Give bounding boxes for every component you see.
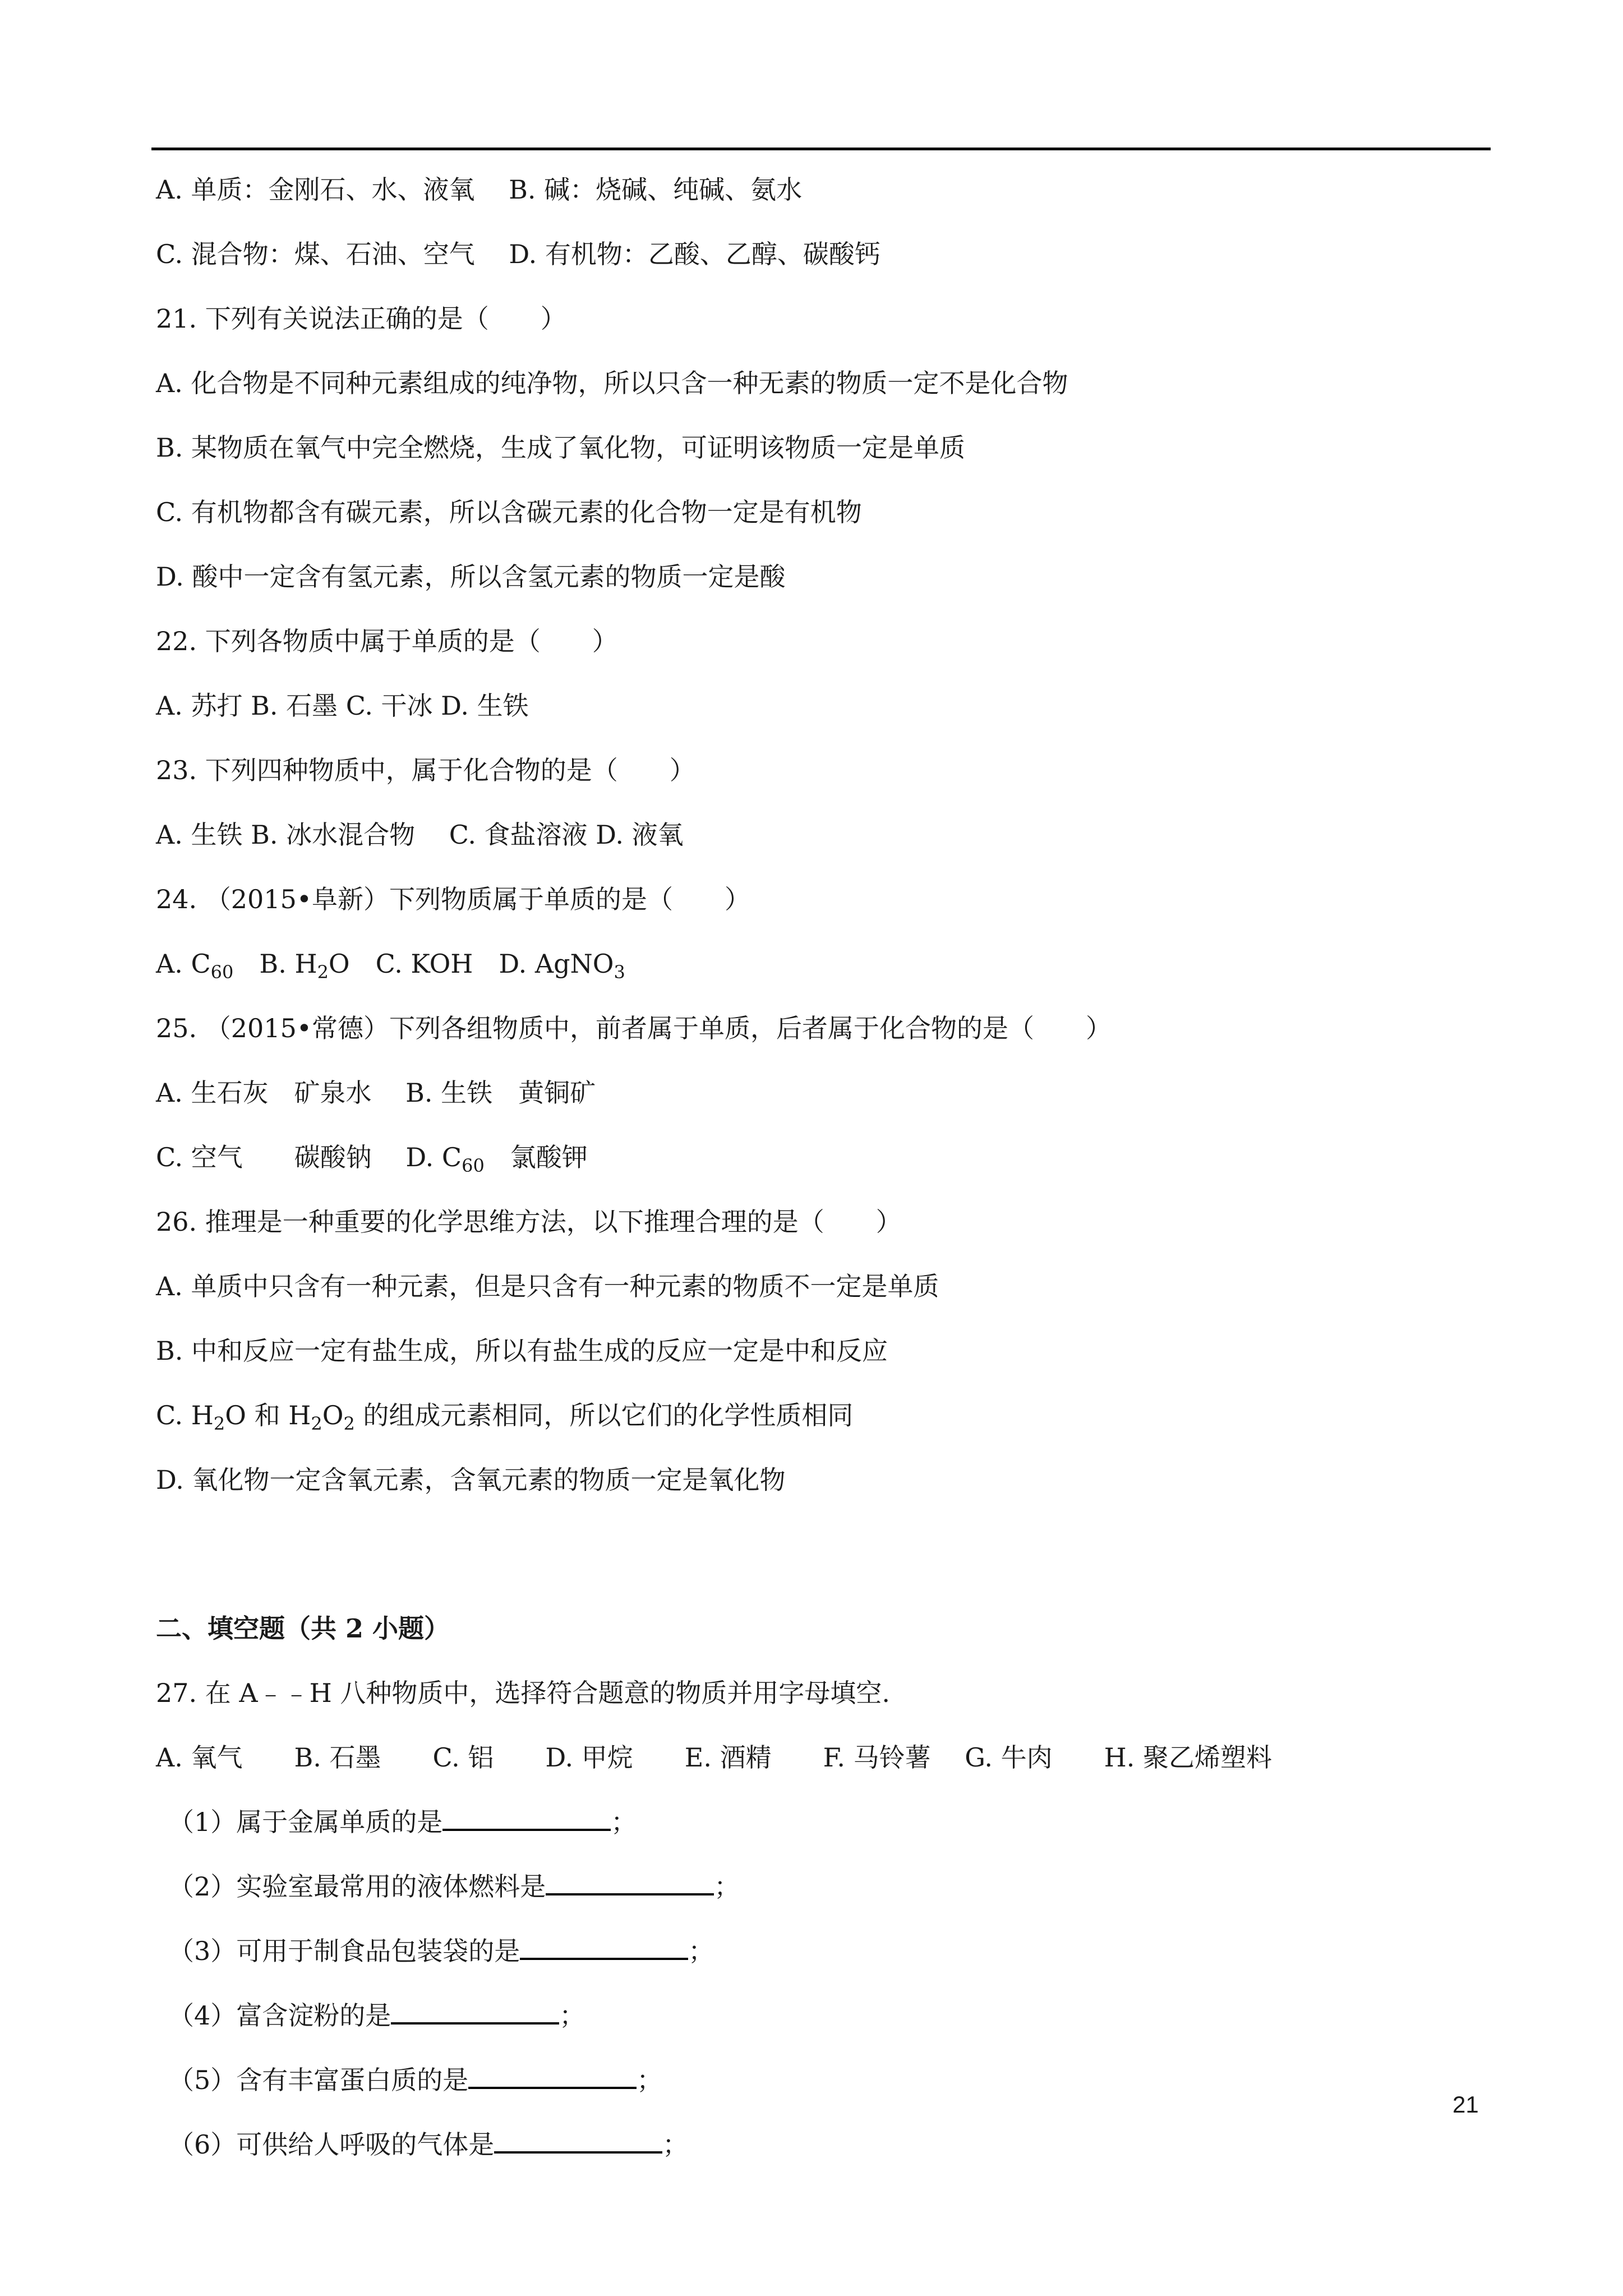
subscript: 2 [311, 1413, 322, 1434]
question-23: 23. 下列四种物质中，属于化合物的是（ ） [156, 755, 695, 785]
q27-item-6 [156, 2122, 1491, 2187]
page-number: 21 [1453, 2091, 1479, 2118]
q22-options: A. 苏打 B. 石墨 C. 干冰 D. 生铁 [156, 691, 529, 721]
answer-blank[interactable] [520, 1935, 688, 1960]
question-26: 26. 推理是一种重要的化学思维方法，以下推理合理的是（ ） [156, 1207, 902, 1237]
q27-item-5-text: （5）含有丰富蛋白质的是 [168, 2065, 469, 2095]
subscript: 2 [343, 1413, 355, 1434]
q26c-part3: O [322, 1400, 344, 1430]
q26-option-c [156, 1393, 1491, 1457]
q26c-part1: C. H [156, 1400, 214, 1430]
q26-option-d: D. 氧化物一定含氧元素，含氧元素的物质一定是氧化物 [156, 1465, 786, 1495]
answer-blank[interactable] [468, 2064, 637, 2089]
question-21: 21. 下列有关说法正确的是（ ） [156, 303, 566, 334]
q27-item-3-text: （3）可用于制食品包装袋的是 [168, 1936, 520, 1966]
q24-options [156, 941, 1491, 1006]
q27-item-1-text: （1）属于金属单质的是 [168, 1807, 443, 1837]
section-2-title: 二、填空题（共 2 小题） [156, 1613, 450, 1644]
q27-item-6-text: （6）可供给人呼吸的气体是 [168, 2129, 495, 2160]
q25-option-cd [156, 1135, 1491, 1199]
q26-option-a: A. 单质中只含有一种元素，但是只含有一种元素的物质不一定是单质 [156, 1271, 939, 1301]
q27-item-3 [156, 1929, 1491, 1993]
q27-item-2 [156, 1864, 1491, 1929]
section-gap [156, 1522, 1491, 1606]
q24-option-b: B. H [233, 949, 317, 979]
question-24: 24. （2015•阜新）下列物质属于单质的是（ ） [156, 884, 750, 914]
item-end: ； [662, 2129, 689, 2160]
q21-option-b: B. 某物质在氧气中完全燃烧，生成了氧化物，可证明该物质一定是单质 [156, 432, 966, 463]
answer-blank[interactable] [442, 1806, 611, 1831]
item-end: ； [559, 2000, 585, 2031]
q24-option-bcd: O C. KOH D. AgNO [328, 949, 614, 979]
answer-blank[interactable] [391, 2000, 559, 2024]
q27-item-5 [156, 2058, 1491, 2122]
q26c-part2: O 和 H [225, 1400, 311, 1430]
q27-item-2-text: （2）实验室最常用的液体燃料是 [168, 1871, 546, 1902]
q27-item-1 [156, 1800, 1491, 1864]
item-end: ； [714, 1871, 740, 1902]
question-27: 27. 在 A﹣﹣H 八种物质中，选择符合题意的物质并用字母填空. [156, 1678, 890, 1708]
q20-option-cd: C. 混合物：煤、石油、空气 D. 有机物：乙酸、乙醇、碳酸钙 [156, 239, 880, 269]
q26c-part4: 的组成元素相同，所以它们的化学性质相同 [354, 1400, 854, 1430]
q21-option-c: C. 有机物都含有碳元素，所以含碳元素的化合物一定是有机物 [156, 497, 862, 527]
q23-options: A. 生铁 B. 冰水混合物 C. 食盐溶液 D. 液氧 [156, 820, 684, 850]
subscript: 60 [210, 961, 234, 983]
subscript: 2 [213, 1413, 225, 1434]
question-25: 25. （2015•常德）下列各组物质中，前者属于单质，后者属于化合物的是（ ） [156, 1013, 1112, 1043]
answer-blank[interactable] [546, 1871, 714, 1895]
subscript: 3 [614, 961, 625, 983]
q27-item-4-text: （4）富含淀粉的是 [168, 2000, 391, 2031]
q21-option-a: A. 化合物是不同种元素组成的纯净物，所以只含一种无素的物质一定不是化合物 [156, 368, 1068, 398]
q26-option-b: B. 中和反应一定有盐生成，所以有盐生成的反应一定是中和反应 [156, 1336, 888, 1366]
q27-item-4 [156, 1993, 1491, 2058]
page-content [156, 167, 1491, 2187]
q20-option-ab: A. 单质：金刚石、水、液氧 B. 碱：烧碱、纯碱、氨水 [156, 174, 803, 205]
item-end: ； [637, 2065, 663, 2095]
question-22: 22. 下列各物质中属于单质的是（ ） [156, 626, 618, 656]
q24-option-a: A. C [156, 949, 211, 979]
header-rule [151, 148, 1491, 150]
q25-option-ab: A. 生石灰 矿泉水 B. 生铁 黄铜矿 [156, 1078, 596, 1108]
subscript: 2 [317, 961, 329, 983]
item-end: ； [688, 1936, 714, 1966]
item-end: ； [611, 1807, 637, 1837]
q21-option-d: D. 酸中一定含有氢元素，所以含氢元素的物质一定是酸 [156, 562, 786, 592]
answer-blank[interactable] [494, 2129, 662, 2154]
subscript: 60 [462, 1155, 485, 1176]
q27-options: A. 氧气 B. 石墨 C. 铝 D. 甲烷 E. 酒精 F. 马铃薯 G. 牛肉 H. 聚乙烯塑料 [156, 1742, 1272, 1773]
q25-option-cd-head: C. 空气 碳酸钠 D. C [156, 1142, 462, 1172]
q25-option-d-tail: 氯酸钾 [484, 1142, 588, 1172]
